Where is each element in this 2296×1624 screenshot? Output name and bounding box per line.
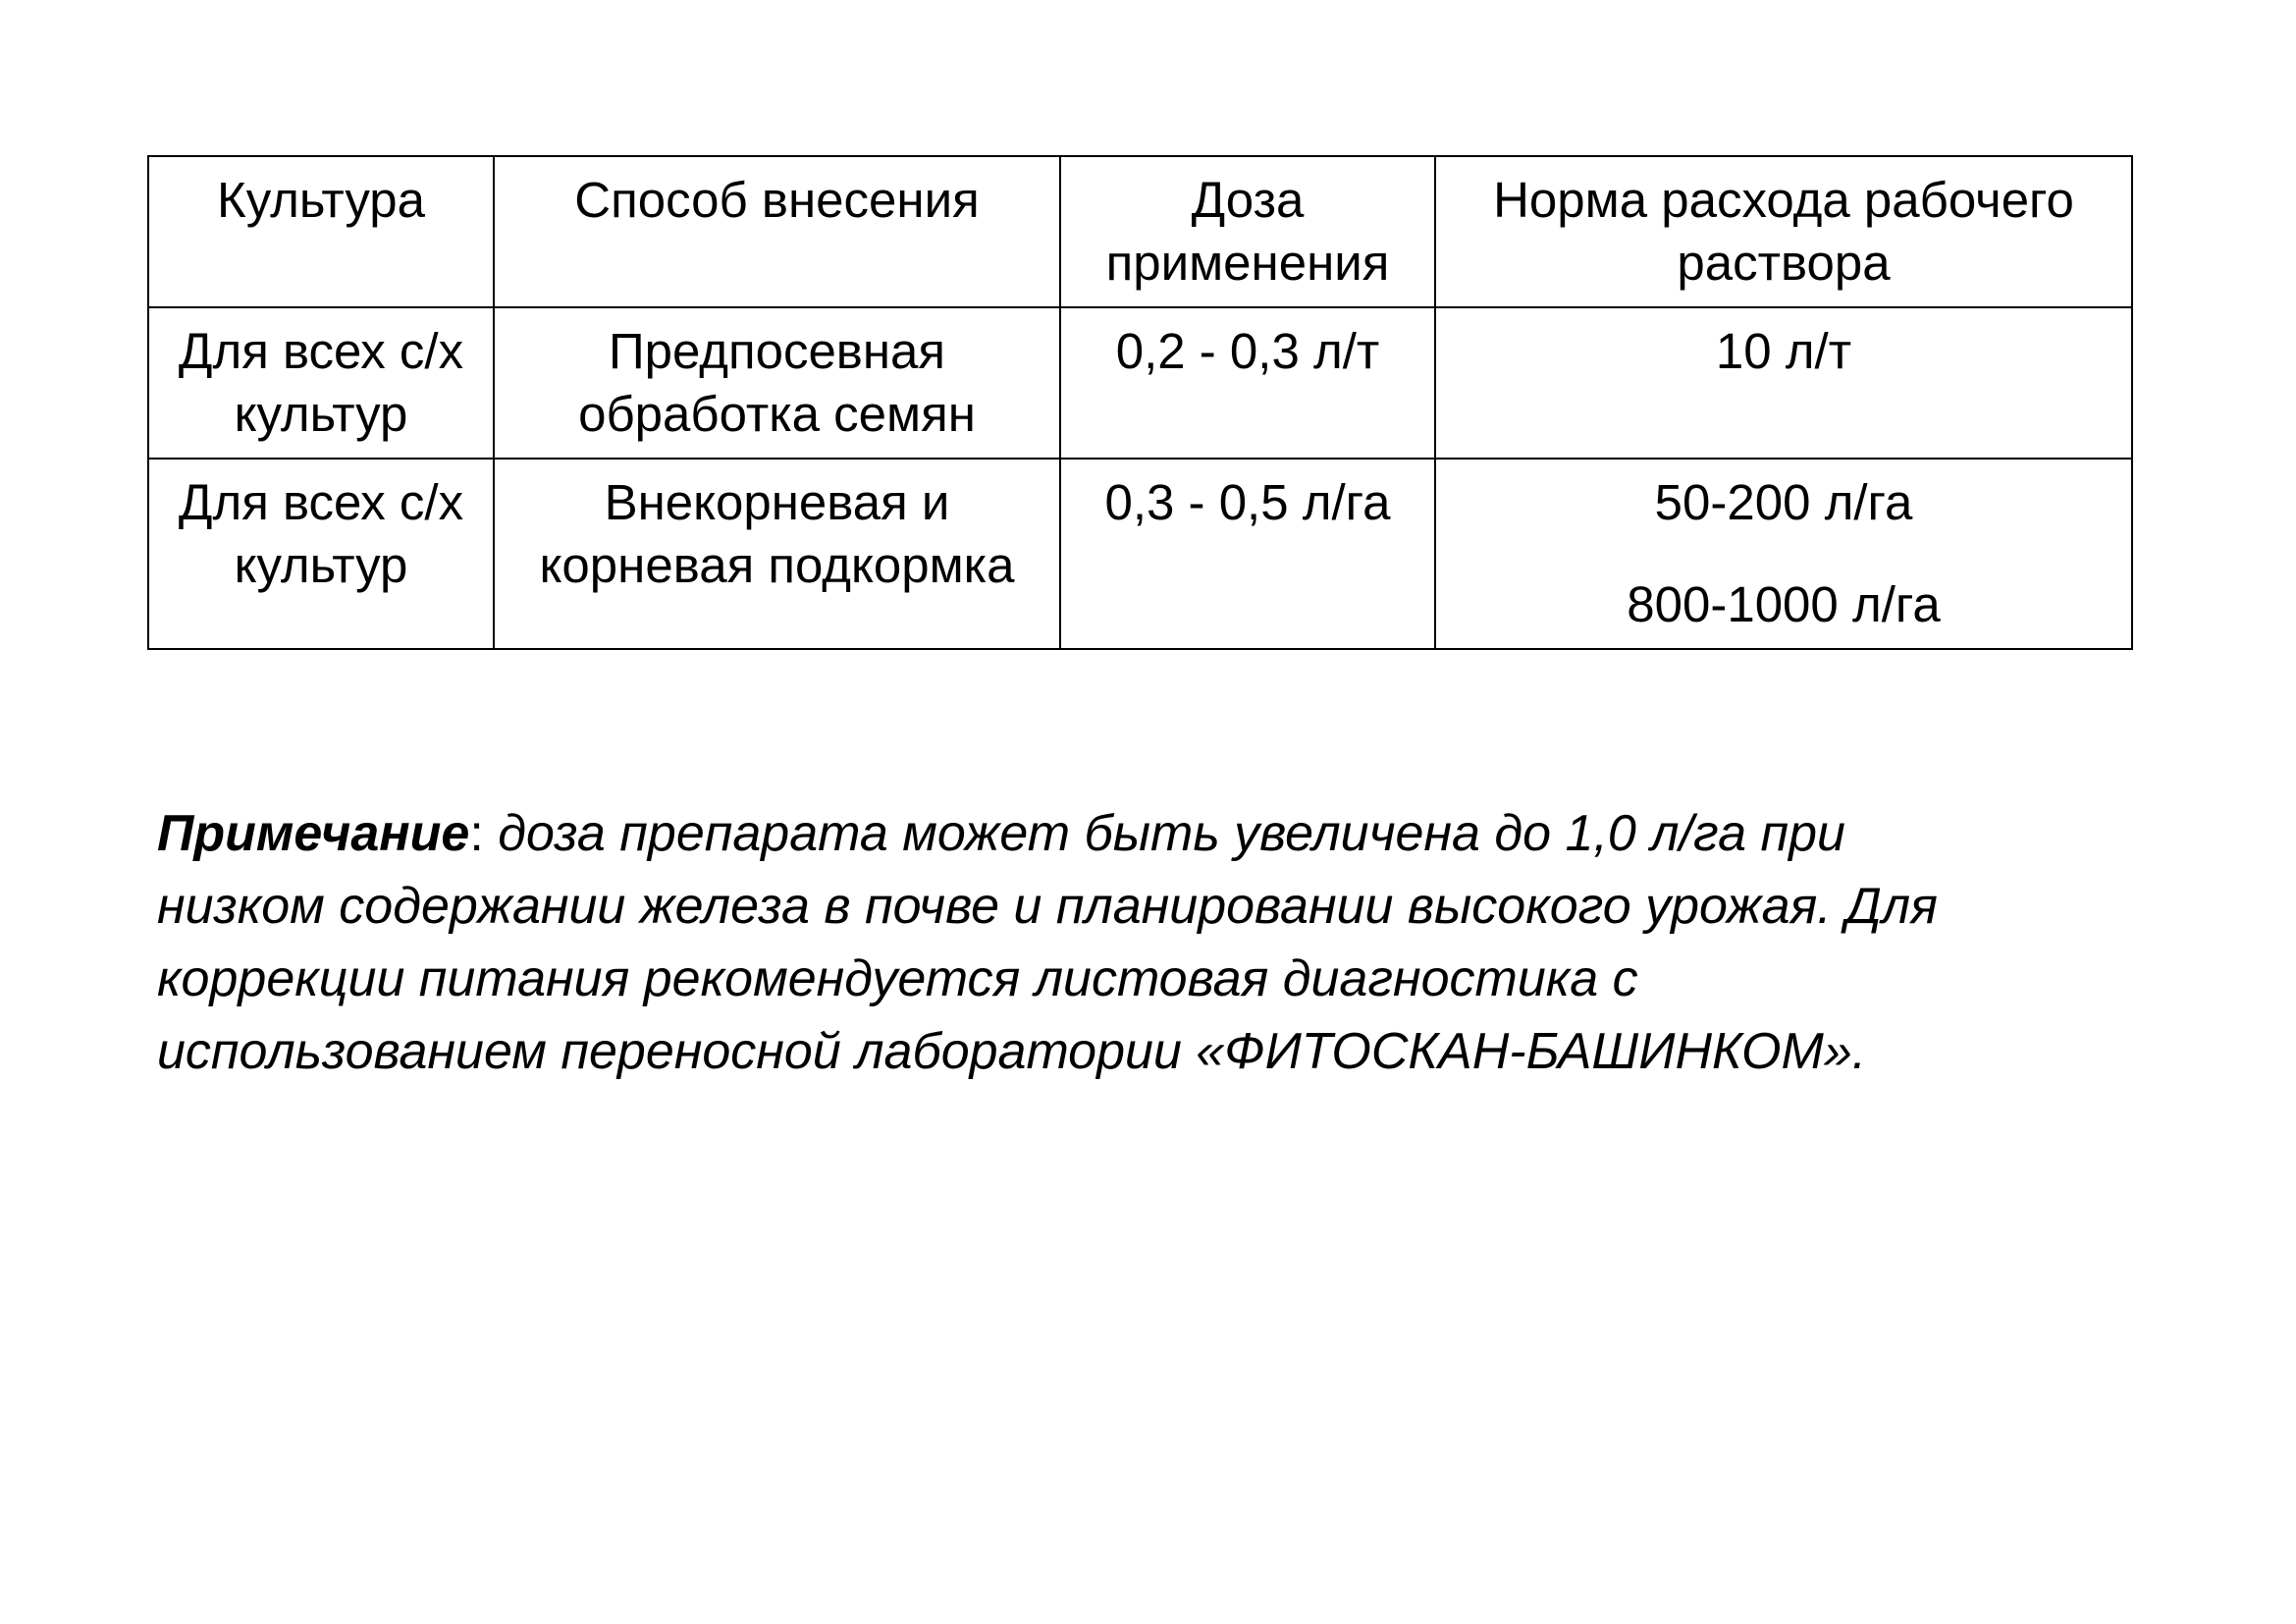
cell-rate-value: 10 л/т xyxy=(1715,323,1852,379)
header-method xyxy=(494,156,1060,307)
cell-rate xyxy=(1435,459,2132,649)
cell-rate xyxy=(1435,307,2132,459)
note-label: Примечание xyxy=(157,805,470,862)
table-row xyxy=(148,307,2132,459)
cell-culture xyxy=(148,459,494,649)
cell-method-line-1: Предпосевная xyxy=(608,323,946,379)
note-line-1 xyxy=(157,797,2160,870)
header-dose xyxy=(1060,156,1435,307)
cell-rate-value-1: 50-200 л/га xyxy=(1654,474,1913,530)
header-culture-text: Культура xyxy=(216,172,426,228)
cell-culture-line-2: культур xyxy=(234,386,408,442)
note-paragraph xyxy=(157,797,2160,1088)
header-rate-line-1: Норма расхода рабочего xyxy=(1493,172,2074,228)
header-method-text: Способ внесения xyxy=(574,172,980,228)
cell-method-line-2: обработка семян xyxy=(578,386,976,442)
header-rate-line-2: раствора xyxy=(1677,235,1891,291)
cell-culture xyxy=(148,307,494,459)
cell-dose xyxy=(1060,307,1435,459)
cell-rate-value-2: 800-1000 л/га xyxy=(1627,576,1941,632)
table-row xyxy=(148,459,2132,649)
cell-method-line-1: Внекорневая и xyxy=(604,474,950,530)
cell-dose-value: 0,3 - 0,5 л/га xyxy=(1104,474,1391,530)
application-rates-table xyxy=(147,155,2133,650)
cell-dose-value: 0,2 - 0,3 л/т xyxy=(1115,323,1380,379)
cell-method xyxy=(494,459,1060,649)
header-dose-line-2: применения xyxy=(1105,235,1390,291)
cell-culture-line-1: Для всех с/х xyxy=(178,474,464,530)
header-culture xyxy=(148,156,494,307)
table-header-row xyxy=(148,156,2132,307)
cell-culture-line-1: Для всех с/х xyxy=(178,323,464,379)
note-text-line-3: коррекции питания рекомендуется листовая диагностика с xyxy=(157,950,1638,1007)
note-text-line-2: низком содержании железа в почве и планировании высокого урожая. Для xyxy=(157,878,1938,935)
header-dose-line-1: Доза xyxy=(1191,172,1305,228)
cell-culture-line-2: культур xyxy=(234,537,408,593)
note-text-line-1: доза препарата может быть увеличена до 1,0 л/га при xyxy=(483,805,1845,862)
cell-method-line-2: корневая подкормка xyxy=(539,537,1015,593)
cell-dose xyxy=(1060,459,1435,649)
note-colon: : xyxy=(469,805,484,862)
note-text-line-4: использованием переносной лаборатории «ФИТОСКАН-БАШИНКОМ». xyxy=(157,1023,1867,1080)
header-rate xyxy=(1435,156,2132,307)
cell-method xyxy=(494,307,1060,459)
